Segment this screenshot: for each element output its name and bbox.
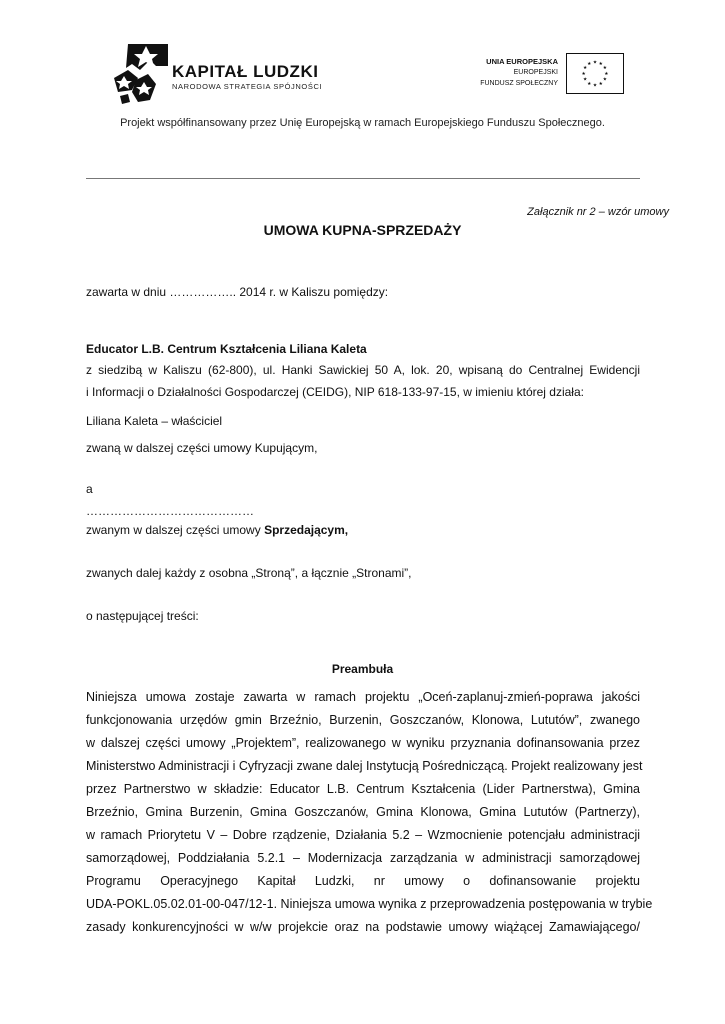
preamble-title: Preambuła	[331, 662, 394, 676]
preamble-line: zasady konkurencyjności w w/w projekcie oraz na podstawie umowy wiążącej Zamawiającego/	[86, 920, 640, 934]
svg-text:★: ★	[581, 71, 586, 77]
svg-text:★: ★	[598, 81, 603, 87]
buyer-name: Educator L.B. Centrum Kształcenia Liliana Kaleta	[86, 342, 367, 356]
seller-role	[86, 523, 348, 537]
preamble-line: samorządowej, Poddziałania 5.2.1 – Modernizacja zarządzania w administracji samorządowej	[86, 851, 640, 865]
preamble-line: funkcjonowania urzędów gmin Brzeźnio, Burzenin, Goszczanów, Klonowa, Lututów”, zwanego	[86, 713, 640, 727]
preamble-line: Ministerstwo Administracji i Cyfryzacji zwane dalej Instytucją Pośredniczącą. Projekt realizowany jest	[86, 759, 643, 773]
document-title: UMOWA KUPNA-SPRZEDAŻY	[263, 222, 462, 238]
seller-role-prefix: zwanym w dalszej części umowy	[86, 523, 265, 537]
preamble-line: w dalszej części umowy „Projektem”, realizowanego w wyniku przyznania dofinansowania przez	[86, 736, 640, 750]
eu-label	[480, 56, 558, 89]
buyer-representative: Liliana Kaleta – właściciel	[86, 414, 223, 428]
preamble-line: Niniejsza umowa zostaje zawarta w ramach projektu „Oceń-zaplanuj-zmień-poprawa jakości	[86, 690, 640, 704]
following-content: o następującej treści:	[86, 609, 199, 623]
preamble-line: przez Partnerstwo w składzie: Educator L.B. Centrum Kształcenia (Lider Partnerstwa), Gmina	[86, 782, 640, 796]
preamble-line: UDA-POKL.05.02.01-00-047/12-1. Niniejsza umowa wynika z przeprowadzenia postępowania w trybie	[86, 897, 653, 911]
eu-label-line1: UNIA EUROPEJSKA	[486, 57, 558, 66]
svg-text:★: ★	[602, 77, 608, 83]
logo-subtitle: NARODOWA STRATEGIA SPÓJNOŚCI	[172, 82, 323, 91]
cofinancing-note: Projekt współfinansowany przez Unię Europejską w ramach Europejskiego Funduszu Społecznego.	[120, 117, 605, 129]
buyer-role: zwaną w dalszej części umowy Kupującym,	[86, 441, 318, 455]
svg-text:★: ★	[598, 62, 603, 68]
svg-text:★: ★	[604, 71, 609, 77]
eu-label-line2: EUROPEJSKI	[513, 69, 558, 76]
annex-label: Załącznik nr 2 – wzór umowy	[527, 206, 669, 218]
svg-text:★: ★	[592, 83, 598, 89]
svg-text:★: ★	[587, 62, 592, 68]
preamble-line: w ramach Priorytetu V – Dobre rządzenie, Działania 5.2 – Wzmocnienie potencjału administracji	[86, 828, 640, 842]
eu-label-line3: FUNDUSZ SPOŁECZNY	[480, 80, 558, 87]
buyer-address-line1: z siedzibą w Kaliszu (62-800), ul. Hanki Sawickiej 50 A, lok. 20, wpisaną do Centralnej Ewidencji	[86, 363, 640, 377]
logo-title: KAPITAŁ LUDZKI	[172, 62, 319, 81]
svg-text:★: ★	[587, 81, 592, 87]
conjunction-and: a	[86, 482, 93, 496]
preamble-line: Programu Operacyjnego Kapitał Ludzki, nr umowy o dofinansowanie projektu	[86, 874, 640, 888]
svg-text:★: ★	[582, 66, 588, 72]
seller-blank: ……………………………………	[86, 504, 254, 518]
header-divider	[86, 178, 640, 179]
seller-role-bold: Sprzedającym,	[264, 523, 349, 537]
svg-text:★: ★	[602, 66, 608, 72]
buyer-address-line2: i Informacji o Działalności Gospodarczej (CEIDG), NIP 618-133-97-15, w imieniu której działa:	[86, 385, 584, 399]
intro-line: zawarta w dniu …………….. 2014 r. w Kaliszu pomiędzy:	[86, 285, 389, 299]
parties-definition: zwanych dalej każdy z osobna „Stroną”, a łącznie „Stronami”,	[86, 566, 412, 580]
svg-text:★: ★	[592, 60, 598, 66]
eu-flag-icon	[566, 53, 624, 94]
preamble-line: Brzeźnio, Gmina Burzenin, Gmina Goszczanów, Gmina Klonowa, Gmina Lututów (Partnerzy),	[86, 805, 640, 819]
svg-text:★: ★	[582, 77, 588, 83]
